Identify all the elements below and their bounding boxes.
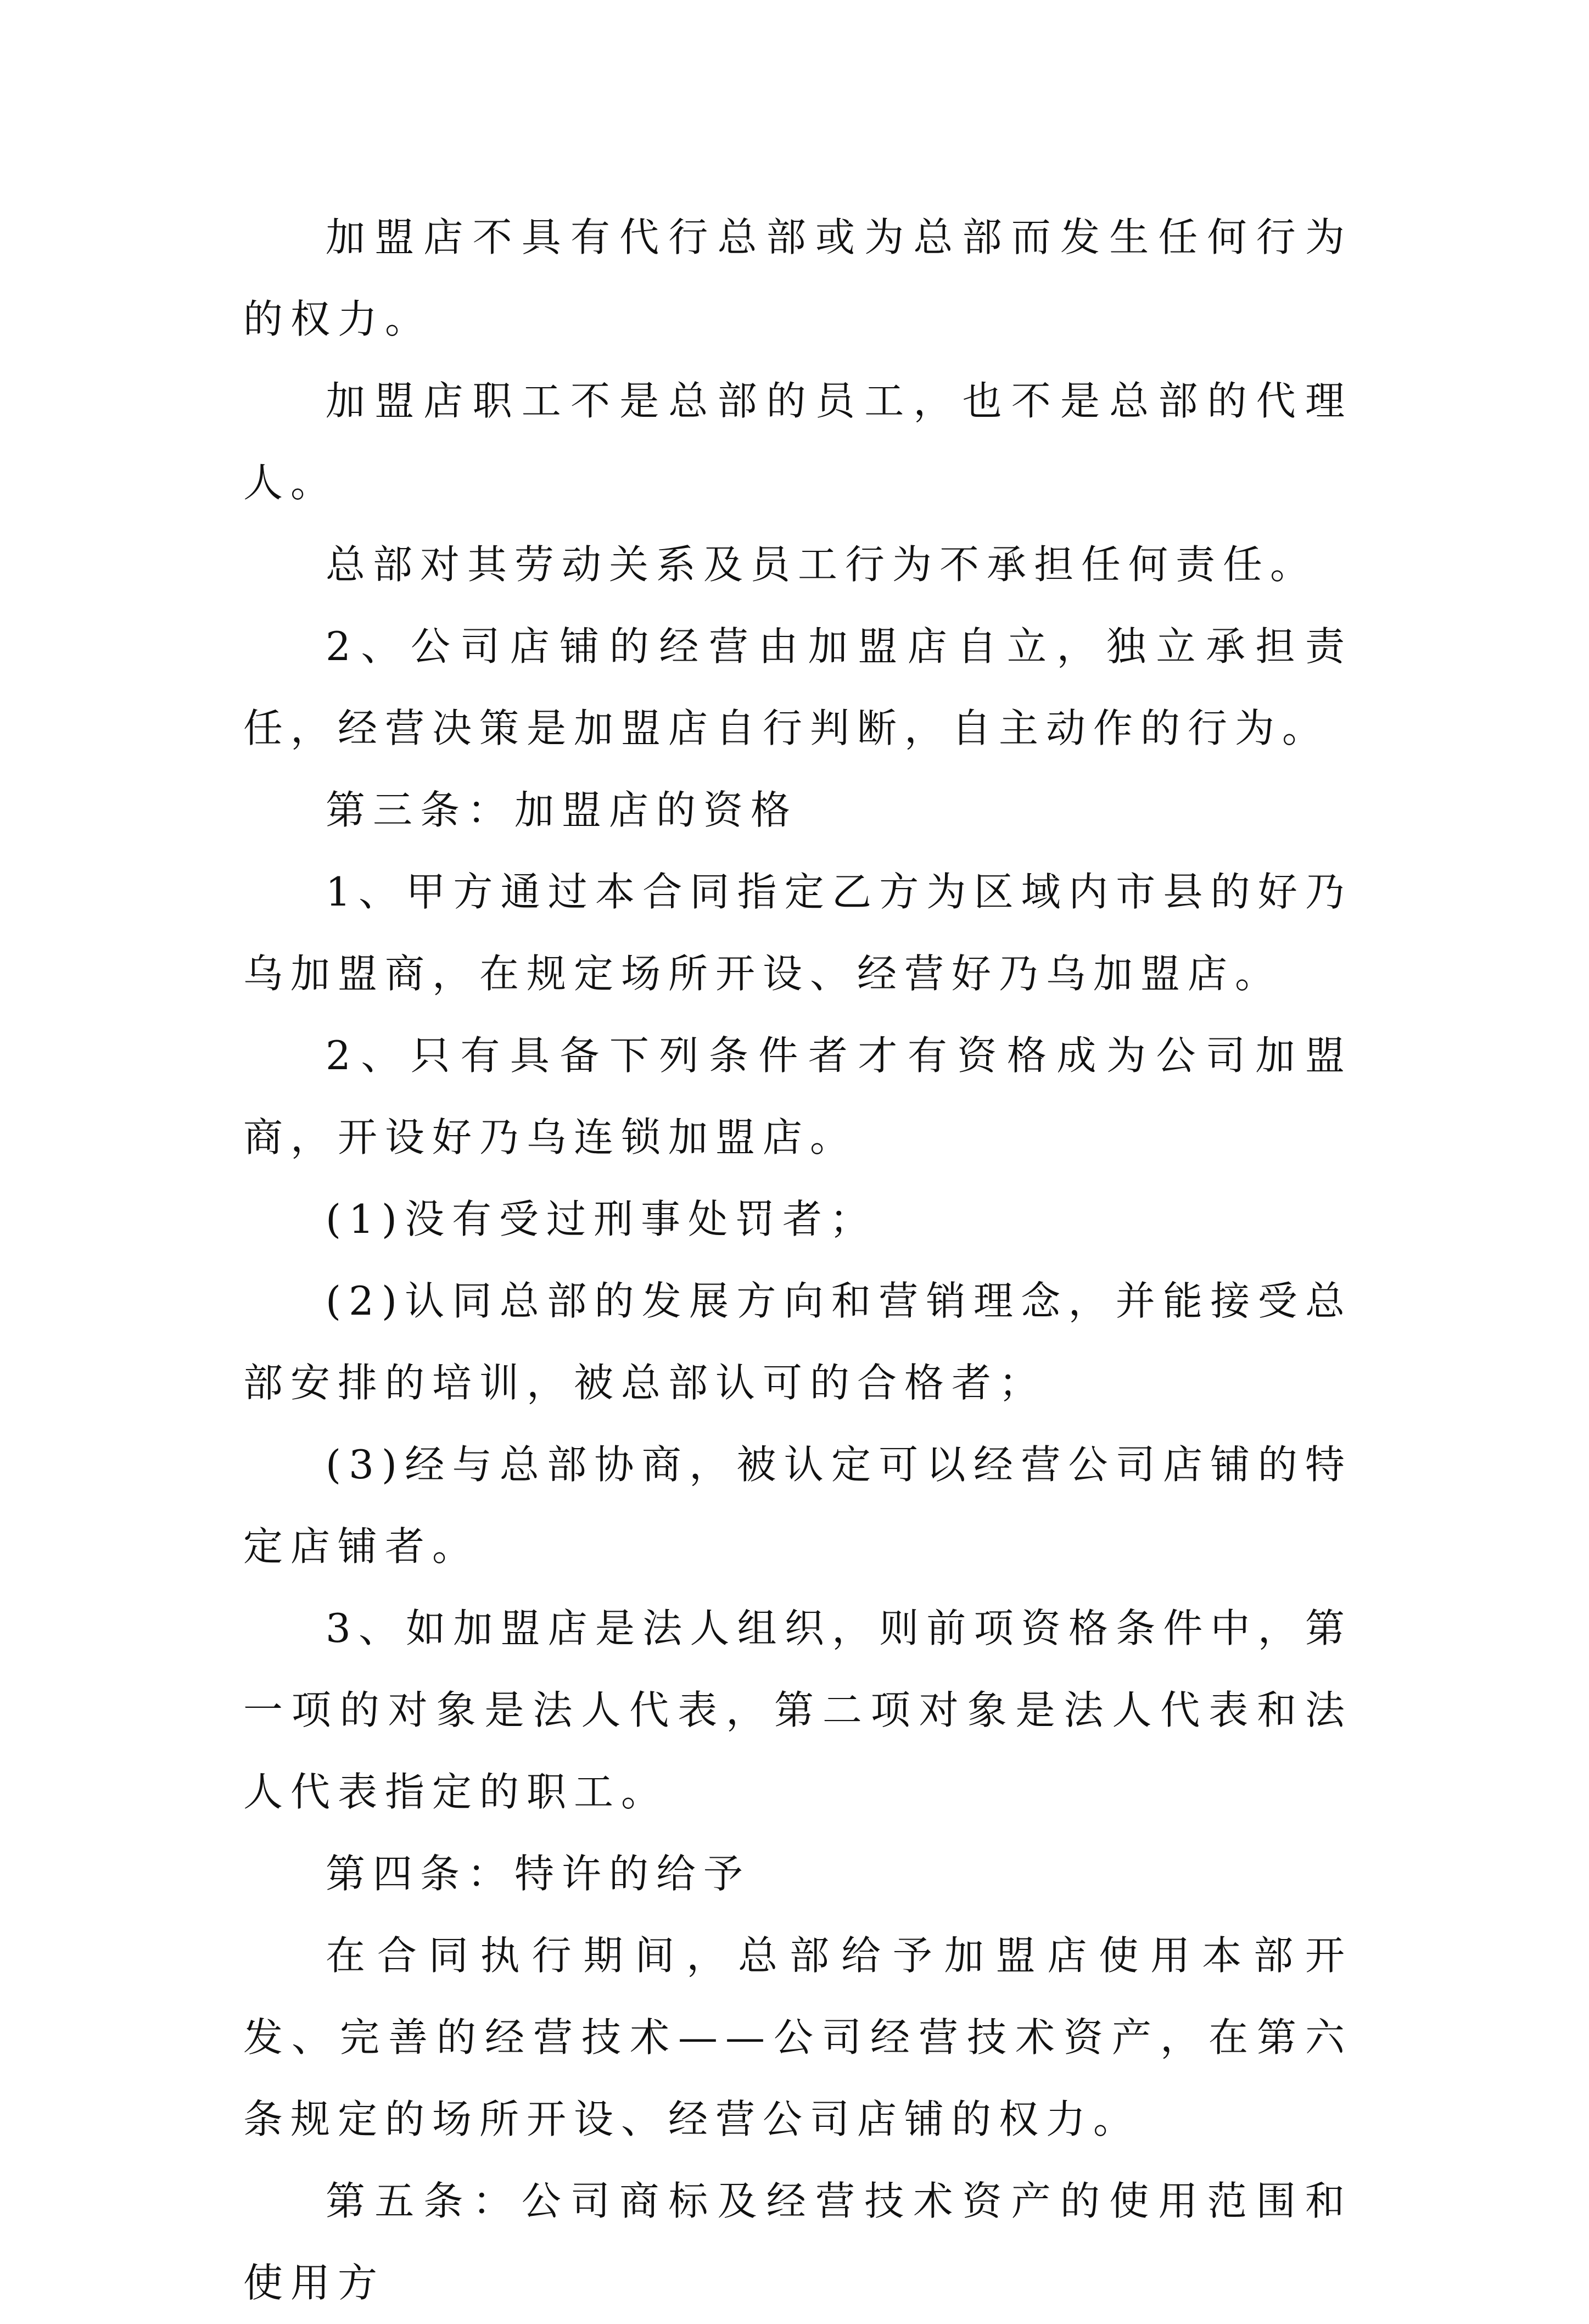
paragraph-6: 1、甲方通过本合同指定乙方为区域内市县的好乃乌加盟商，在规定场所开设、经营好乃乌加盟店。 (243, 869, 1352, 997)
paragraph-4: 2、公司店铺的经营由加盟店自立，独立承担责任，经营决策是加盟店自行判断，自主动作的行为。 (243, 623, 1352, 751)
list-item-2: (2)认同总部的发展方向和营销理念，并能接受总部安排的培训，被总部认可的合格者； (243, 1278, 1352, 1406)
paragraph-7: 2、只有具备下列条件者才有资格成为公司加盟商，开设好乃乌连锁加盟店。 (243, 1032, 1352, 1160)
document-body (243, 197, 1352, 2324)
paragraph-2: 加盟店职工不是总部的员工，也不是总部的代理人。 (243, 378, 1352, 506)
section-heading-article-5: 第五条：公司商标及经营技术资产的使用范围和使用方 (243, 2178, 1352, 2306)
section-heading-article-4: 第四条：特许的给予 (326, 1851, 751, 1897)
section-heading-article-3: 第三条：加盟店的资格 (326, 787, 798, 833)
list-item-1: (1)没有受过刑事处罚者； (326, 1196, 877, 1242)
paragraph-13: 在合同执行期间，总部给予加盟店使用本部开发、完善的经营技术——公司经营技术资产，在第六条规定的场所开设、经营公司店铺的权力。 (243, 1932, 1352, 2142)
paragraph-1: 加盟店不具有代行总部或为总部而发生任何行为的权力。 (243, 214, 1352, 342)
list-item-3: (3)经与总部协商，被认定可以经营公司店铺的特定店铺者。 (243, 1442, 1352, 1569)
paragraph-3: 总部对其劳动关系及员工行为不承担任何责任。 (326, 541, 1318, 588)
paragraph-11: 3、如加盟店是法人组织，则前项资格条件中，第一项的对象是法人代表，第二项对象是法人代表和法人代表指定的职工。 (243, 1605, 1352, 1815)
